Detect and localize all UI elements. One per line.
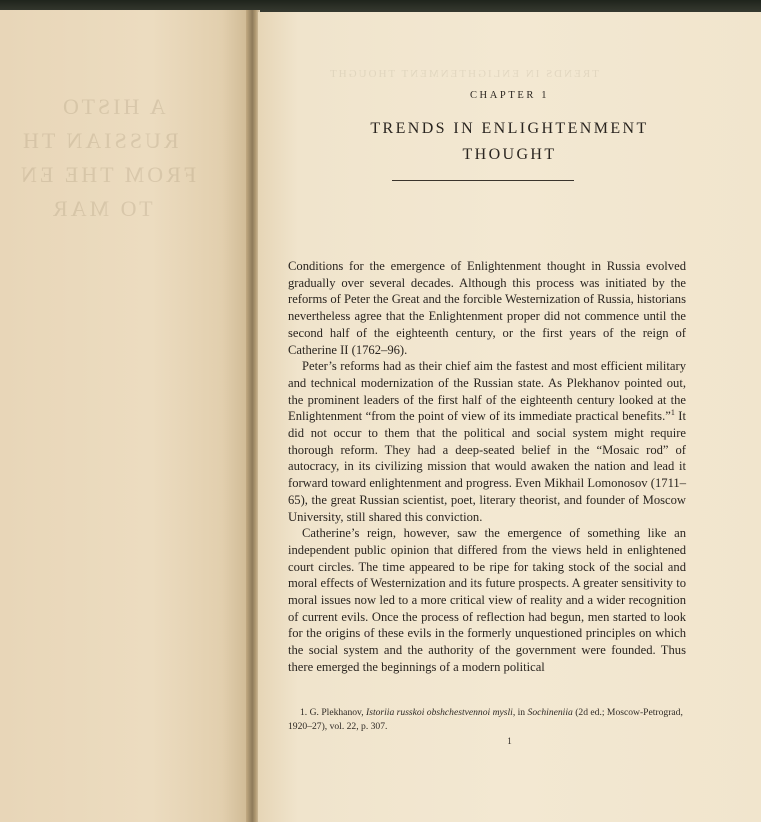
- footnote: [288, 706, 686, 734]
- chapter-title-line-1: TRENDS IN ENLIGHTENMENT: [370, 120, 649, 137]
- left-page: [0, 10, 252, 822]
- paragraph-2-part-2: It did not occur to them that the political and social system might require thorough reform. They had a deep-seated belief in the “Mosaic rod” of autocracy, in its civilizing mission that would awaken the nation and lead it forward toward enlightenment and progress. Even Mikhail Lomonosov (1711–65), the great Russian scientist, poet, literary theorist, and founder of Moscow University, still shared this conviction.: [288, 409, 686, 524]
- footnote-title: Istoriia russkoi obshchestvennoi mysli: [366, 707, 513, 718]
- footnote-mid: , in: [512, 707, 528, 718]
- left-ghost-line-2: RUSSIAN TH: [20, 128, 179, 153]
- left-ghost-line-4: TO MAR: [50, 196, 153, 221]
- left-ghost-line-3: FROM THE EN: [18, 162, 197, 187]
- right-ghost-running-head: TRENDS IN ENLIGHTENMENT THOUGHT: [328, 68, 599, 80]
- right-page: [258, 12, 761, 822]
- chapter-title: [258, 116, 761, 168]
- footnote-rest: (2d ed.; Moscow-Petrograd, 1920–27), vol. 22, p. 307.: [288, 707, 683, 732]
- footnote-number: 1.: [300, 707, 308, 718]
- footnote-reference: 1: [670, 408, 675, 418]
- title-rule: [392, 180, 574, 181]
- paragraph-3: Catherine’s reign, however, saw the emergence of something like an independent public opinion that differed from the views held in enlightened court circles. The time appeared to be ripe for taking stock of the social and moral effects of Westernization and its future prospects. A greater sensitivity to moral issues now led to a more critical view of reality and a wider recognition of current evils. Once the process of reflection had begun, men started to look for the origins of these evils in the formerly unquestioned principles on which the social system and the authority of the government were founded. Thus there emerged the beginnings of a modern political: [288, 526, 686, 674]
- body-text: [288, 258, 686, 676]
- footnote-author: G. Plekhanov,: [307, 707, 367, 718]
- footnote-work: Sochineniia: [527, 707, 573, 718]
- chapter-label: CHAPTER 1: [469, 90, 550, 101]
- paragraph-1: Conditions for the emergence of Enlightenment thought in Russia evolved gradually over several decades. Although this process was initiated by the reforms of Peter the Great and the forcible Westernization of Russia, historians nevertheless agree that the Enlightenment proper did not commence until the second half of the eighteenth century, or the first years of the reign of Catherine II (1762–96).: [288, 259, 686, 357]
- page-number: 1: [507, 736, 512, 746]
- paragraph-2-part-1: Peter’s reforms had as their chief aim the fastest and most efficient military and technical modernization of the Russian state. As Plekhanov pointed out, the prominent leaders of the first half of the eighteenth century looked at the Enlightenment “from the point of view of its immediate practical benefits.”: [288, 359, 686, 424]
- chapter-title-line-2: THOUGHT: [462, 146, 557, 163]
- left-ghost-line-1: A HISTO: [60, 94, 166, 119]
- paragraph-2: [288, 358, 686, 525]
